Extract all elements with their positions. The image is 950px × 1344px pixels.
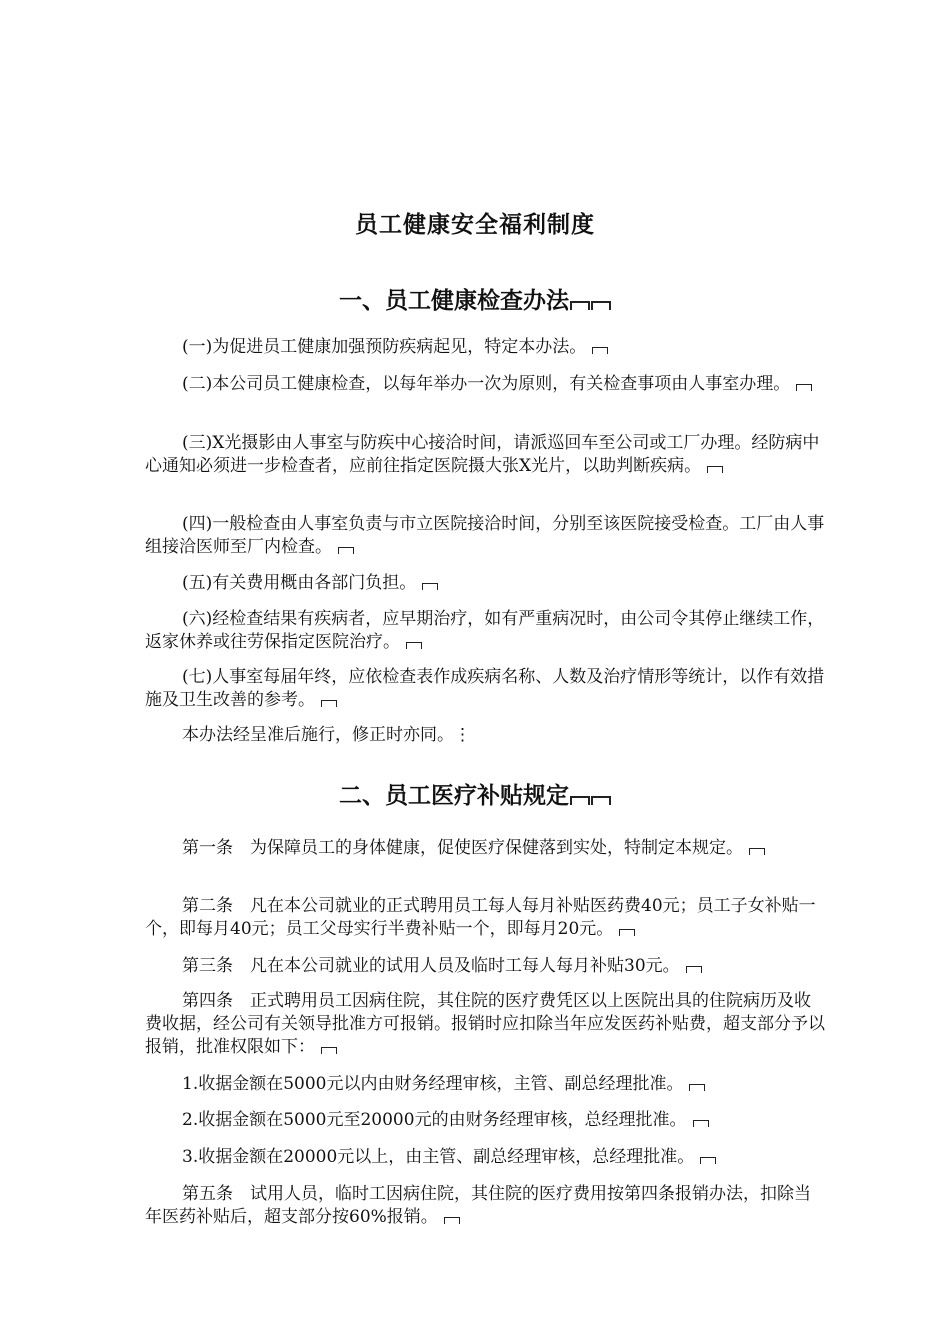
paragraph-mark-icon (321, 1047, 337, 1054)
paragraph-mark-icon (570, 301, 590, 310)
paragraph: (六)经检查结果有疾病者，应早期治疗，如有严重病况时，由公司令其停止继续工作，返家休养或往劳保指定医院治疗。 (145, 609, 825, 652)
paragraph: 1.收据金额在5000元以内由财务经理审核，主管、副总经理批准。 (145, 1073, 825, 1096)
paragraph: 第二条 凡在本公司就业的正式聘用员工每人每月补贴医药费40元；员工子女补贴一个，即每月40元；员工父母实行半费补贴一个，即每月20元。 (145, 896, 816, 939)
paragraph: 3.收据金额在20000元以上，由主管、副总经理审核，总经理批准。 (145, 1146, 825, 1169)
paragraph: 第一条 为保障员工的身体健康，促使医疗保健落到实处，特制定本规定。 (145, 837, 825, 860)
paragraph: (三)X光摄影由人事室与防疾中心接洽时间，请派巡回车至公司或工厂办理。经防病中心通知必须进一步检查者，应前往指定医院摄大张X光片，以助判断疾病。 (145, 433, 820, 476)
paragraph: (二)本公司员工健康检查，以每年举办一次为原则，有关检查事项由人事室办理。 (145, 373, 825, 396)
paragraph: (一)为促进员工健康加强预防疾病起见，特定本办法。 (145, 336, 825, 359)
paragraph-mark-icon (619, 929, 635, 936)
paragraph-mark-icon (693, 1120, 709, 1127)
paragraph: 第三条 凡在本公司就业的试用人员及临时工每人每月补贴30元。 (145, 955, 825, 978)
paragraph-mark-icon (570, 796, 590, 805)
paragraph-mark-icon (700, 1157, 716, 1164)
paragraph-mark-icon (689, 1084, 705, 1091)
paragraph: (七)人事室每届年终，应依检查表作成疾病名称、人数及治疗情形等统计，以作有效措施及卫生改善的参考。 (145, 667, 825, 710)
paragraph-mark-icon (406, 642, 422, 649)
paragraph-mark-icon (591, 301, 611, 310)
paragraph: 本办法经呈准后施行，修正时亦同。⋮ (182, 725, 471, 745)
paragraph-mark-icon (591, 796, 611, 805)
paragraph-mark-icon (592, 347, 608, 354)
paragraph-mark-icon (422, 583, 438, 590)
paragraph-mark-icon (686, 966, 702, 973)
paragraph: (五)有关费用概由各部门负担。 (145, 572, 825, 595)
paragraph-mark-icon (796, 384, 812, 391)
paragraph: 第五条 试用人员，临时工因病住院，其住院的医疗费用按第四条报销办法，扣除当年医药补贴后，超支部分按60%报销。 (145, 1184, 811, 1227)
document-title: 员工健康安全福利制度 (355, 212, 595, 238)
paragraph-mark-icon (749, 848, 765, 855)
paragraph: 第四条 正式聘用员工因病住院，其住院的医疗费凭区以上医院出具的住院病历及收费收据，经公司有关领导批准方可报销。报销时应扣除当年应发医药补贴费，超支部分予以报销，批准权限如下： (145, 991, 825, 1057)
section-heading-health-check: 一、员工健康检查办法 (0, 282, 950, 315)
paragraph: 2.收据金额在5000元至20000元的由财务经理审核，总经理批准。 (145, 1109, 825, 1132)
paragraph-mark-icon (321, 700, 337, 707)
paragraph: (四)一般检查由人事室负责与市立医院接洽时间，分别至该医院接受检查。工厂由人事组接洽医师至厂内检查。 (145, 514, 825, 557)
paragraph-mark-icon (338, 547, 354, 554)
section-heading-medical-subsidy: 二、员工医疗补贴规定 (0, 777, 950, 810)
paragraph-mark-icon (444, 1217, 460, 1224)
paragraph-mark-icon (707, 466, 723, 473)
